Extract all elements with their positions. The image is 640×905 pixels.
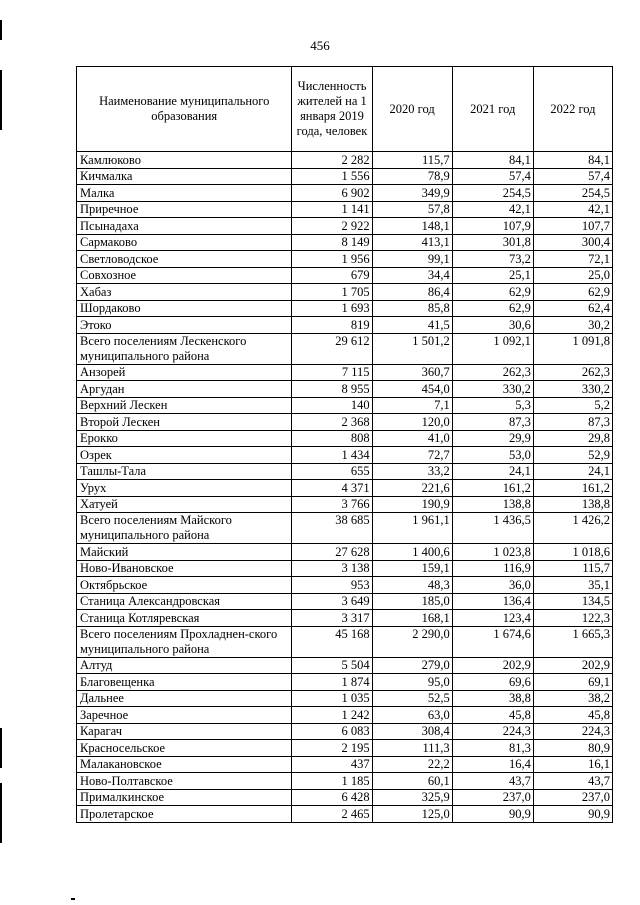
municipality-cell: Совхозное	[77, 267, 292, 284]
value-2022-cell: 237,0	[533, 789, 612, 806]
population-cell: 45 168	[292, 626, 372, 657]
value-2020-cell: 325,9	[372, 789, 452, 806]
population-cell: 1 141	[292, 201, 372, 218]
value-2020-cell: 1 501,2	[372, 333, 452, 364]
value-2021-cell: 90,9	[452, 806, 533, 823]
municipality-cell: Хабаз	[77, 284, 292, 301]
value-2021-cell: 62,9	[452, 300, 533, 317]
value-2020-cell: 85,8	[372, 300, 452, 317]
municipality-cell: Урух	[77, 480, 292, 497]
scan-edge-mark	[0, 728, 2, 768]
value-2020-cell: 349,9	[372, 185, 452, 202]
municipality-cell: Всего поселениям Лескенского муниципального района	[77, 333, 292, 364]
population-cell: 8 955	[292, 381, 372, 398]
population-cell: 2 368	[292, 414, 372, 431]
municipality-cell: Сармаково	[77, 234, 292, 251]
population-cell: 2 465	[292, 806, 372, 823]
municipality-cell: Кичмалка	[77, 168, 292, 185]
municipality-cell: Второй Лескен	[77, 414, 292, 431]
value-2021-cell: 87,3	[452, 414, 533, 431]
population-cell: 2 195	[292, 740, 372, 757]
page-number: 456	[310, 38, 330, 53]
value-2022-cell: 202,9	[533, 657, 612, 674]
value-2022-cell: 330,2	[533, 381, 612, 398]
municipality-cell: Дальнее	[77, 690, 292, 707]
population-cell: 6 083	[292, 723, 372, 740]
value-2020-cell: 33,2	[372, 463, 452, 480]
value-2022-cell: 29,8	[533, 430, 612, 447]
value-2020-cell: 1 400,6	[372, 544, 452, 561]
population-cell: 6 428	[292, 789, 372, 806]
header-municipality: Наименование муниципального образования	[77, 67, 292, 152]
municipality-cell: Благовещенка	[77, 674, 292, 691]
table-row	[77, 201, 613, 218]
value-2022-cell: 254,5	[533, 185, 612, 202]
value-2020-cell: 41,5	[372, 317, 452, 334]
table-row	[77, 674, 613, 691]
population-cell: 1 035	[292, 690, 372, 707]
population-cell: 1 693	[292, 300, 372, 317]
municipality-cell: Ново-Ивановское	[77, 560, 292, 577]
value-2020-cell: 52,5	[372, 690, 452, 707]
value-2022-cell: 5,2	[533, 397, 612, 414]
value-2021-cell: 73,2	[452, 251, 533, 268]
municipality-cell: Всего поселениям Прохладнен-ского муниципального района	[77, 626, 292, 657]
value-2021-cell: 1 674,6	[452, 626, 533, 657]
table-row	[77, 447, 613, 464]
population-cell: 1 874	[292, 674, 372, 691]
value-2022-cell: 80,9	[533, 740, 612, 757]
municipality-cell: Ново-Полтавское	[77, 773, 292, 790]
population-cell: 1 434	[292, 447, 372, 464]
value-2021-cell: 30,6	[452, 317, 533, 334]
value-2022-cell: 115,7	[533, 560, 612, 577]
table-row-total	[77, 513, 613, 544]
table-row	[77, 234, 613, 251]
value-2022-cell: 134,5	[533, 593, 612, 610]
value-2020-cell: 1 961,1	[372, 513, 452, 544]
value-2021-cell: 53,0	[452, 447, 533, 464]
population-cell: 3 649	[292, 593, 372, 610]
value-2022-cell: 262,3	[533, 364, 612, 381]
value-2022-cell: 16,1	[533, 756, 612, 773]
value-2021-cell: 123,4	[452, 610, 533, 627]
table-row	[77, 364, 613, 381]
municipality-cell: Станица Котляревская	[77, 610, 292, 627]
value-2021-cell: 161,2	[452, 480, 533, 497]
table-row	[77, 806, 613, 823]
value-2020-cell: 168,1	[372, 610, 452, 627]
table-row	[77, 690, 613, 707]
value-2020-cell: 72,7	[372, 447, 452, 464]
value-2020-cell: 78,9	[372, 168, 452, 185]
table-row	[77, 773, 613, 790]
municipality-cell: Малакановское	[77, 756, 292, 773]
header-population: Численность жителей на 1 января 2019 года, человек	[292, 67, 372, 152]
population-cell: 808	[292, 430, 372, 447]
value-2022-cell: 1 091,8	[533, 333, 612, 364]
table-row-total	[77, 626, 613, 657]
value-2021-cell: 45,8	[452, 707, 533, 724]
value-2021-cell: 1 023,8	[452, 544, 533, 561]
municipality-cell: Карагач	[77, 723, 292, 740]
population-cell: 27 628	[292, 544, 372, 561]
population-cell: 655	[292, 463, 372, 480]
scan-edge-mark	[0, 783, 2, 843]
population-cell: 1 185	[292, 773, 372, 790]
scan-edge-mark	[0, 20, 2, 40]
municipality-cell: Анзорей	[77, 364, 292, 381]
value-2020-cell: 48,3	[372, 577, 452, 594]
value-2022-cell: 30,2	[533, 317, 612, 334]
population-cell: 1 242	[292, 707, 372, 724]
value-2020-cell: 57,8	[372, 201, 452, 218]
value-2022-cell: 69,1	[533, 674, 612, 691]
table-row	[77, 381, 613, 398]
table-row	[77, 593, 613, 610]
scan-foot-mark	[71, 898, 75, 900]
value-2020-cell: 308,4	[372, 723, 452, 740]
table-row	[77, 707, 613, 724]
population-cell: 6 902	[292, 185, 372, 202]
value-2021-cell: 224,3	[452, 723, 533, 740]
value-2020-cell: 221,6	[372, 480, 452, 497]
municipality-cell: Приречное	[77, 201, 292, 218]
population-cell: 679	[292, 267, 372, 284]
value-2021-cell: 1 436,5	[452, 513, 533, 544]
value-2020-cell: 22,2	[372, 756, 452, 773]
value-2020-cell: 111,3	[372, 740, 452, 757]
table-row	[77, 577, 613, 594]
value-2022-cell: 24,1	[533, 463, 612, 480]
table-row	[77, 544, 613, 561]
value-2020-cell: 279,0	[372, 657, 452, 674]
population-cell: 8 149	[292, 234, 372, 251]
municipality-cell: Прималкинское	[77, 789, 292, 806]
value-2021-cell: 254,5	[452, 185, 533, 202]
value-2021-cell: 84,1	[452, 152, 533, 169]
header-2020: 2020 год	[372, 67, 452, 152]
value-2022-cell: 84,1	[533, 152, 612, 169]
municipality-cell: Пролетарское	[77, 806, 292, 823]
population-cell: 437	[292, 756, 372, 773]
municipality-cell: Всего поселениям Майского муниципального района	[77, 513, 292, 544]
municipality-cell: Псынадаха	[77, 218, 292, 235]
table-row	[77, 152, 613, 169]
table-row	[77, 610, 613, 627]
value-2021-cell: 116,9	[452, 560, 533, 577]
value-2020-cell: 2 290,0	[372, 626, 452, 657]
value-2022-cell: 43,7	[533, 773, 612, 790]
population-cell: 3 138	[292, 560, 372, 577]
population-cell: 5 504	[292, 657, 372, 674]
value-2022-cell: 224,3	[533, 723, 612, 740]
municipality-cell: Этоко	[77, 317, 292, 334]
municipality-cell: Заречное	[77, 707, 292, 724]
scan-edge-mark	[0, 70, 2, 130]
value-2021-cell: 202,9	[452, 657, 533, 674]
value-2021-cell: 24,1	[452, 463, 533, 480]
population-cell: 4 371	[292, 480, 372, 497]
value-2022-cell: 138,8	[533, 496, 612, 513]
municipality-cell: Камлюково	[77, 152, 292, 169]
population-cell: 38 685	[292, 513, 372, 544]
value-2021-cell: 81,3	[452, 740, 533, 757]
value-2021-cell: 138,8	[452, 496, 533, 513]
municipality-cell: Станица Александровская	[77, 593, 292, 610]
value-2022-cell: 1 426,2	[533, 513, 612, 544]
table-row	[77, 430, 613, 447]
population-cell: 2 282	[292, 152, 372, 169]
value-2020-cell: 7,1	[372, 397, 452, 414]
value-2022-cell: 42,1	[533, 201, 612, 218]
value-2021-cell: 5,3	[452, 397, 533, 414]
allocation-table	[76, 66, 613, 823]
value-2020-cell: 159,1	[372, 560, 452, 577]
municipality-cell: Хатуей	[77, 496, 292, 513]
value-2021-cell: 38,8	[452, 690, 533, 707]
table-row	[77, 560, 613, 577]
value-2021-cell: 62,9	[452, 284, 533, 301]
value-2021-cell: 1 092,1	[452, 333, 533, 364]
table-row	[77, 251, 613, 268]
value-2021-cell: 36,0	[452, 577, 533, 594]
value-2022-cell: 62,4	[533, 300, 612, 317]
population-cell: 7 115	[292, 364, 372, 381]
municipality-cell: Шордаково	[77, 300, 292, 317]
value-2020-cell: 99,1	[372, 251, 452, 268]
value-2022-cell: 38,2	[533, 690, 612, 707]
value-2022-cell: 87,3	[533, 414, 612, 431]
municipality-cell: Октябрьское	[77, 577, 292, 594]
municipality-cell: Ташлы-Тала	[77, 463, 292, 480]
header-2022: 2022 год	[533, 67, 612, 152]
population-cell: 953	[292, 577, 372, 594]
value-2022-cell: 1 018,6	[533, 544, 612, 561]
value-2020-cell: 86,4	[372, 284, 452, 301]
municipality-cell: Озрек	[77, 447, 292, 464]
value-2022-cell: 25,0	[533, 267, 612, 284]
municipality-cell: Светловодское	[77, 251, 292, 268]
table-row	[77, 185, 613, 202]
header-2021: 2021 год	[452, 67, 533, 152]
value-2020-cell: 454,0	[372, 381, 452, 398]
value-2022-cell: 45,8	[533, 707, 612, 724]
municipality-cell: Майский	[77, 544, 292, 561]
table-row-total	[77, 333, 613, 364]
value-2022-cell: 107,7	[533, 218, 612, 235]
value-2022-cell: 35,1	[533, 577, 612, 594]
table-row	[77, 789, 613, 806]
value-2021-cell: 136,4	[452, 593, 533, 610]
population-cell: 1 956	[292, 251, 372, 268]
municipality-cell: Малка	[77, 185, 292, 202]
value-2020-cell: 115,7	[372, 152, 452, 169]
table-row	[77, 300, 613, 317]
value-2021-cell: 43,7	[452, 773, 533, 790]
table-row	[77, 723, 613, 740]
value-2021-cell: 25,1	[452, 267, 533, 284]
table-header-row	[77, 67, 613, 152]
value-2021-cell: 57,4	[452, 168, 533, 185]
table-row	[77, 218, 613, 235]
value-2020-cell: 413,1	[372, 234, 452, 251]
population-cell: 1 705	[292, 284, 372, 301]
value-2021-cell: 107,9	[452, 218, 533, 235]
table-row	[77, 397, 613, 414]
table-row	[77, 756, 613, 773]
population-cell: 29 612	[292, 333, 372, 364]
population-cell: 819	[292, 317, 372, 334]
table-row	[77, 657, 613, 674]
value-2020-cell: 125,0	[372, 806, 452, 823]
value-2022-cell: 72,1	[533, 251, 612, 268]
value-2022-cell: 300,4	[533, 234, 612, 251]
value-2021-cell: 16,4	[452, 756, 533, 773]
population-cell: 1 556	[292, 168, 372, 185]
table-row	[77, 317, 613, 334]
value-2022-cell: 57,4	[533, 168, 612, 185]
table-row	[77, 740, 613, 757]
value-2020-cell: 360,7	[372, 364, 452, 381]
table-row	[77, 496, 613, 513]
value-2022-cell: 1 665,3	[533, 626, 612, 657]
value-2021-cell: 69,6	[452, 674, 533, 691]
value-2020-cell: 120,0	[372, 414, 452, 431]
value-2020-cell: 63,0	[372, 707, 452, 724]
table-row	[77, 168, 613, 185]
table-row	[77, 480, 613, 497]
value-2022-cell: 90,9	[533, 806, 612, 823]
municipality-cell: Красносельское	[77, 740, 292, 757]
municipality-cell: Ерокко	[77, 430, 292, 447]
value-2022-cell: 161,2	[533, 480, 612, 497]
population-cell: 3 766	[292, 496, 372, 513]
table-row	[77, 414, 613, 431]
value-2020-cell: 60,1	[372, 773, 452, 790]
table-row	[77, 463, 613, 480]
value-2020-cell: 185,0	[372, 593, 452, 610]
value-2022-cell: 122,3	[533, 610, 612, 627]
value-2021-cell: 237,0	[452, 789, 533, 806]
value-2020-cell: 190,9	[372, 496, 452, 513]
municipality-cell: Алтуд	[77, 657, 292, 674]
value-2021-cell: 29,9	[452, 430, 533, 447]
value-2020-cell: 95,0	[372, 674, 452, 691]
municipality-cell: Верхний Лескен	[77, 397, 292, 414]
value-2020-cell: 34,4	[372, 267, 452, 284]
value-2021-cell: 330,2	[452, 381, 533, 398]
value-2020-cell: 148,1	[372, 218, 452, 235]
population-cell: 3 317	[292, 610, 372, 627]
table-row	[77, 267, 613, 284]
value-2022-cell: 62,9	[533, 284, 612, 301]
value-2021-cell: 301,8	[452, 234, 533, 251]
population-cell: 2 922	[292, 218, 372, 235]
population-cell: 140	[292, 397, 372, 414]
table-row	[77, 284, 613, 301]
value-2022-cell: 52,9	[533, 447, 612, 464]
municipality-cell: Аргудан	[77, 381, 292, 398]
value-2020-cell: 41,0	[372, 430, 452, 447]
value-2021-cell: 42,1	[452, 201, 533, 218]
value-2021-cell: 262,3	[452, 364, 533, 381]
